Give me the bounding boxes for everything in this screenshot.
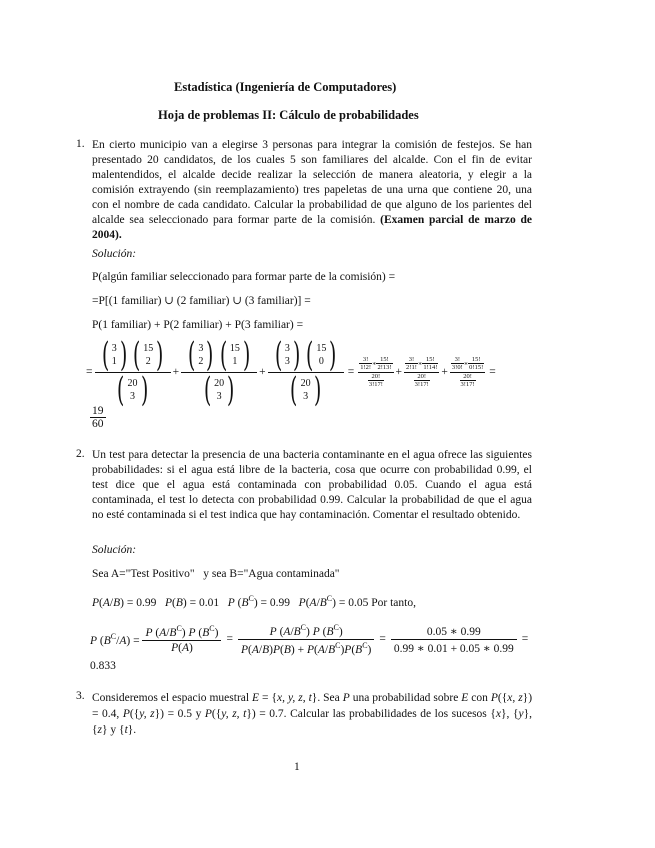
- problem-3-number: 3.: [76, 690, 85, 702]
- problem-2-bayes-expression: P $(B^C/A)$ = $\frac{P (A/B^C) P (B^C)}{P(A)}$ = $\frac{P (A/B^C) P (B^C)}{P(A/B)P(B) + P(A/B^C)P(B^C)}$ = $\frac{0.05 ∗ 0.99}{0.99 ∗ 0.01 + 0.05 ∗ 0.99}$ =: [90, 623, 529, 656]
- course-title: Estadística (Ingeniería de Computadores): [174, 80, 397, 94]
- problem-1-solution-label: Solución:: [92, 248, 137, 260]
- result-denominator: 60: [92, 418, 104, 430]
- problem-2-number: 2.: [76, 448, 85, 460]
- p3-text-d: con: [471, 692, 488, 704]
- problem-1-number: 1.: [76, 138, 85, 150]
- problem-2-solution-label: Solución:: [92, 544, 137, 556]
- page-number: 1: [294, 761, 300, 773]
- sheet-title: Hoja de problemas II: Cálculo de probabilidades: [158, 108, 419, 122]
- p3-text-c: una probabilidad sobre: [352, 692, 459, 704]
- result-numerator: 19: [92, 405, 104, 417]
- numeric-denominator: 0.99 ∗ 0.01 + 0.05 ∗ 0.99: [393, 642, 514, 655]
- problem-2-definitions: Sea A="Test Positivo" y sea B="Agua contaminada": [92, 568, 340, 580]
- problem-1-binomial-expression: = ( 3 1 ) ( 15 2 ) ( 20 3 ) + ( 3 2 ) ( 15 1 ) ( 20 3 ) + ( 3 3 ) ( 15 0 ) ( 20 3 ) = $\frac{3!}{1!2!}$ ∗ $\frac{15!}{2!13!}$ $\frac{20!}{3!17!}$ + $\frac{3!}{2!1!}$ ∗ $\frac{15!}{1!14!}$ $\frac{20!}{3!17!}$ + $\frac{3!}{3!0!}$ ∗ $\frac{15!}{0!15!}$ $\frac{20!}{3!17!}$ =: [86, 334, 496, 410]
- problem-1-statement: [92, 138, 532, 243]
- problem-2-result: 0.833: [90, 660, 116, 672]
- problem-1-eq-line-2: =P[(1 familiar) ∪ (2 familiar) ∪ (3 familiar)] =: [92, 295, 311, 307]
- problem-1-eq-line-1: P(algún familiar seleccionado para formar parte de la comisión) =: [92, 271, 396, 283]
- numeric-numerator: 0.05 ∗ 0.99: [391, 623, 517, 640]
- problem-1-text: En cierto municipio van a elegirse 3 personas para integrar la comisión de festejos. Se han presentado 20 candidatos, de los cuales 5 son familiares del alcalde. Con el fin de evitar malentendidos, el alcalde decide realizar la selección de manera aleatoria, y elegir a la comisión extrayendo (sin reemplazamiento) tres papeletas de una urna que contiene 20, una con el nombre de cada candidato. Calcular la probabilidad de que alguno de los parientes del alcalde sea seleccionado para formar parte de la comisión.: [92, 139, 532, 226]
- p3-text-b: . Sea: [317, 692, 340, 704]
- por-tanto: Por tanto,: [371, 596, 416, 609]
- problem-1-eq-line-3: P(1 familiar) + P(2 familiar) + P(3 familiar) =: [92, 319, 304, 331]
- problem-3-statement: Consideremos el espacio muestral E = {x, y, z, t}. Sea P una probabilidad sobre E con P({x, z}) = 0.4, P({y, z}) = 0.5 y P({y, z, t}) = 0.7. Calcular las probabilidades de los sucesos {x}, {y}, {z} y {t}.: [92, 692, 533, 736]
- problem-2-given-probabilities: P(A/B) = 0.99 P(B) = 0.01 P $(B^C) = 0.99$ $P(A/B^C) = 0.05$ Por tanto,: [92, 594, 416, 609]
- problem-2-statement: Un test para detectar la presencia de una bacteria contaminante en el agua ofrece las siguientes probabilidades: si el agua está libre de la bacteria, cosa que ocurre con probabilidad 0.99, el test dice que el agua está contaminada con probabilidad 0.05. Cuando el agua está contaminada, el test lo detecta con probabilidad 0.99. Calcular la probabilidad de que el agua no esté contaminada si el test indica que hay contaminación. Comentar el resultado obtenido.: [92, 449, 532, 521]
- problem-1-exam: (Examen parcial de marzo de 2004).: [92, 214, 533, 241]
- p3-text-a: Consideremos el espacio muestral: [92, 692, 250, 704]
- problem-1-result: [90, 405, 106, 430]
- p3-text-e: Calcular las probabilidades de los sucesos: [290, 708, 487, 720]
